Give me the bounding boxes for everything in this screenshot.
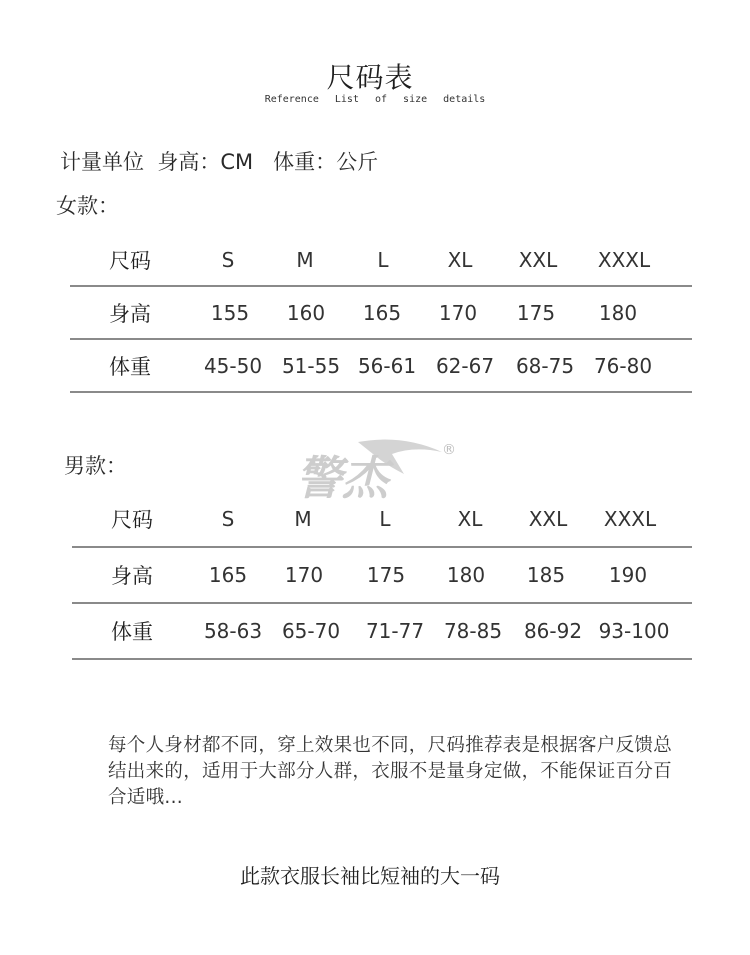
- table-cell: XL: [457, 507, 483, 531]
- fit-disclaimer: 每个人身材都不同，穿上效果也不同，尺码推荐表是根据客户反馈总结出来的，适用于大部分人群，衣服不是量身定做，不能保证百分百合适哦...: [108, 735, 673, 808]
- table-cell: L: [377, 247, 389, 272]
- sizing-note: 此款衣服长袖比短袖的大一码: [240, 864, 500, 888]
- table-cell: 45-50: [203, 353, 263, 378]
- table-cell: L: [379, 507, 391, 531]
- table-cell: 56-61: [357, 353, 417, 378]
- table-cell: 86-92: [523, 619, 583, 643]
- weight-row: [72, 604, 692, 660]
- table-cell: 165: [208, 563, 248, 587]
- row-header: 身高: [109, 301, 151, 326]
- table-cell: 71-77: [365, 619, 425, 643]
- women-size-table: [70, 234, 692, 393]
- table-cell: M: [294, 507, 312, 531]
- table-cell: 180: [598, 300, 638, 325]
- size-row: [72, 492, 692, 548]
- table-cell: S: [221, 247, 235, 272]
- table-cell: 185: [526, 563, 566, 587]
- weight-row: [70, 340, 692, 393]
- table-cell: 51-55: [281, 353, 341, 378]
- table-cell: M: [296, 247, 314, 272]
- table-cell: 180: [446, 563, 486, 587]
- table-cell: 93-100: [598, 619, 670, 643]
- men-size-table: [72, 492, 692, 660]
- table-cell: XXL: [528, 507, 568, 531]
- table-cell: 78-85: [443, 619, 503, 643]
- table-cell: 165: [362, 300, 402, 325]
- row-header: 身高: [111, 564, 153, 588]
- table-cell: 62-67: [435, 353, 495, 378]
- registered-mark: ®: [442, 442, 456, 458]
- table-cell: XL: [447, 247, 473, 272]
- height-row: [72, 548, 692, 604]
- watermark-text: 警杰: [296, 451, 388, 505]
- men-section-label: 男款：: [64, 454, 127, 478]
- row-header: 尺码: [111, 508, 153, 532]
- table-cell: 175: [516, 300, 556, 325]
- table-cell: XXXL: [603, 507, 657, 531]
- height-row: [70, 287, 692, 340]
- table-cell: 68-75: [515, 353, 575, 378]
- row-header: 尺码: [109, 248, 151, 273]
- size-row: [70, 234, 692, 287]
- table-cell: S: [221, 507, 235, 531]
- table-cell: 65-70: [281, 619, 341, 643]
- table-cell: 190: [608, 563, 648, 587]
- table-cell: 175: [366, 563, 406, 587]
- table-cell: XXXL: [597, 247, 651, 272]
- row-header: 体重: [109, 354, 151, 379]
- table-cell: 76-80: [593, 353, 653, 378]
- table-cell: XXL: [518, 247, 558, 272]
- measurement-units: 计量单位 身高：CM 体重：公斤: [60, 150, 379, 174]
- row-header: 体重: [111, 620, 153, 644]
- page-title: 尺码表: [326, 61, 414, 94]
- table-cell: 155: [210, 300, 250, 325]
- table-cell: 170: [284, 563, 324, 587]
- table-cell: 160: [286, 300, 326, 325]
- page-subtitle: Reference List of size details: [264, 94, 486, 105]
- women-section-label: 女款：: [56, 194, 119, 218]
- table-cell: 170: [438, 300, 478, 325]
- table-cell: 58-63: [203, 619, 263, 643]
